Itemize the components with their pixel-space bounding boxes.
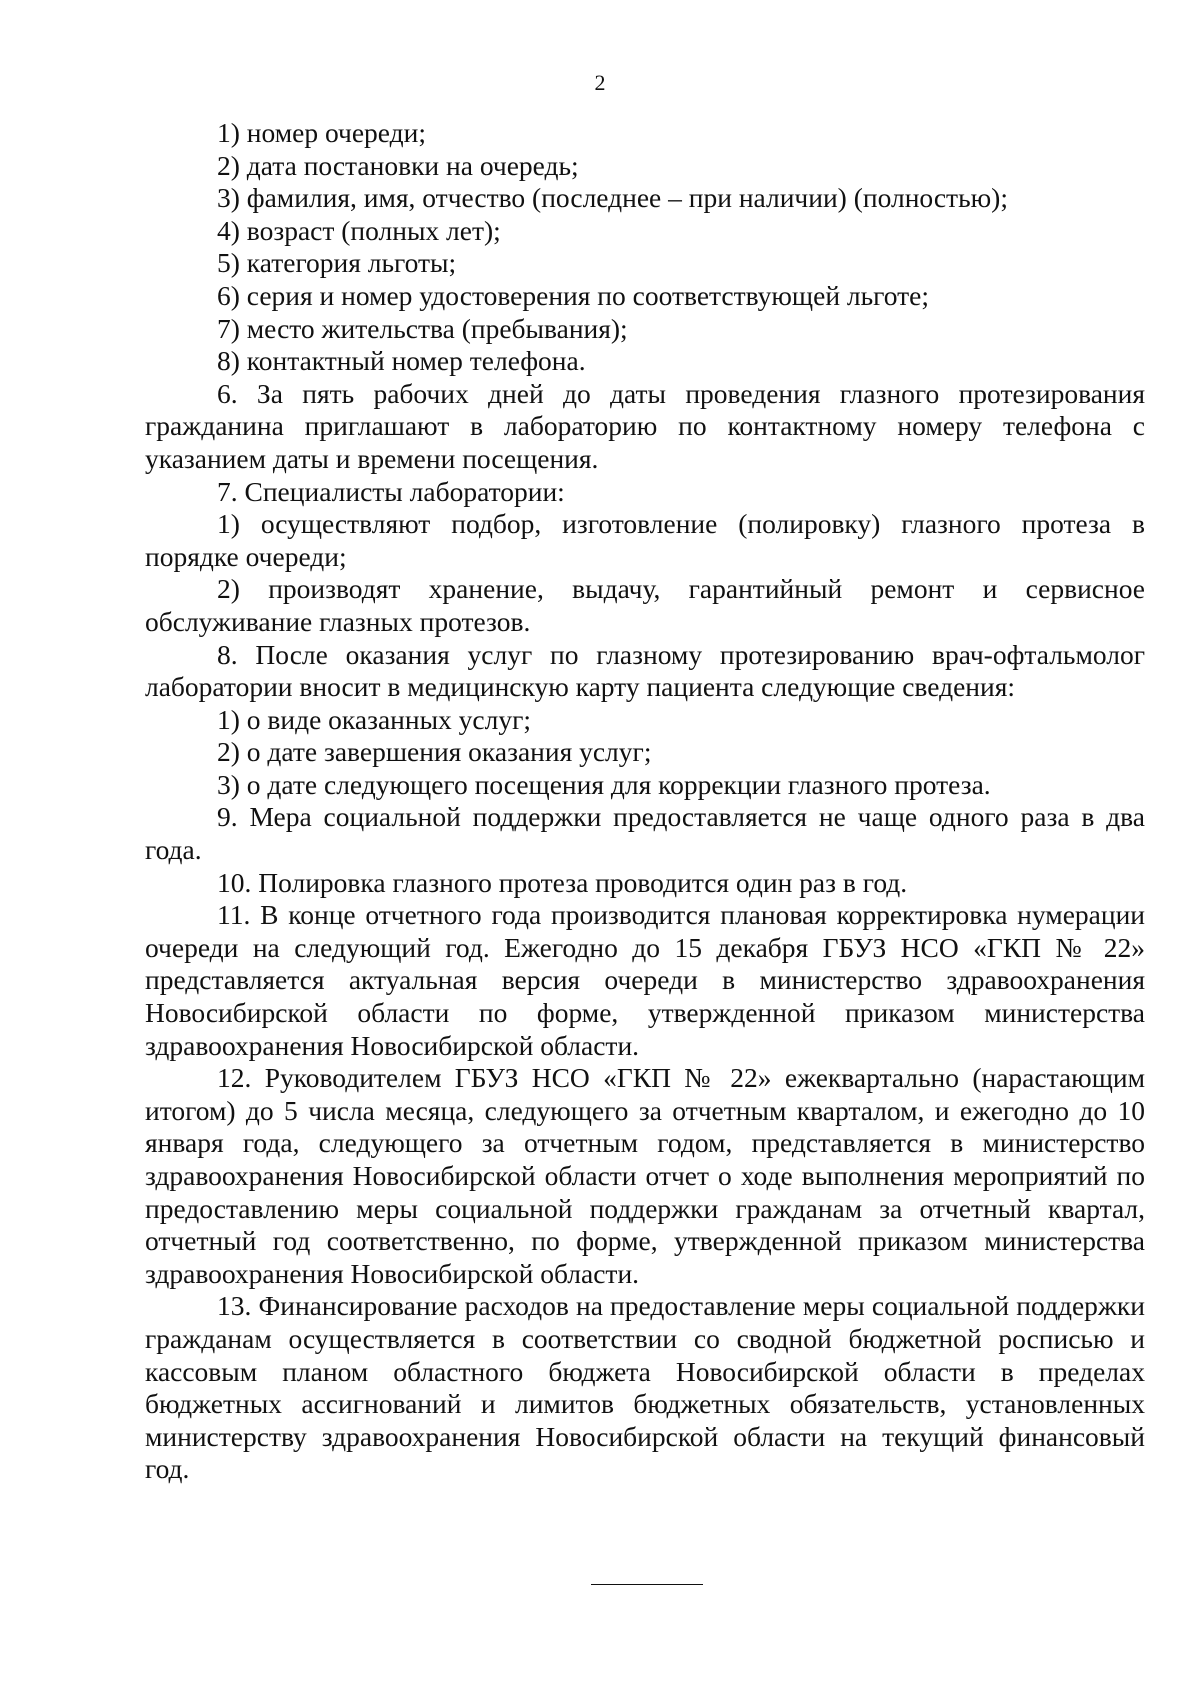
- list-item-full-name: 3) фамилия, имя, отчество (последнее – при наличии) (полностью);: [217, 182, 1008, 214]
- list-item-registration-date: 2) дата постановки на очередь;: [217, 149, 579, 181]
- paragraph-8-item-3: 3) о дате следующего посещения для коррекции глазного протеза.: [217, 768, 991, 800]
- paragraph-13: 13. Финансирование расходов на предоставление меры социальной поддержки гражданам осуществляется в соответствии со сводной бюджетной росписью и кассовым планом областного бюджета Новосибирской области в пределах бюджетных ассигнований и лимитов бюджетных обязательств, установленных министерству здравоохранения Новосибирской области на текущий финансовый год.: [145, 1290, 1145, 1485]
- paragraph-12: 12. Руководителем ГБУЗ НСО «ГКП № 22» ежеквартально (нарастающим итогом) до 5 числа месяца, следующего за отчетным кварталом, и ежегодно до 10 января года, следующего за отчетным годом, представляется в министерство здравоохранения Новосибирской области отчет о ходе выполнения мероприятий по предоставлению меры социальной поддержки гражданам за отчетный квартал, отчетный год соответственно, по форме, утвержденной приказом министерства здравоохранения Новосибирской области.: [145, 1062, 1145, 1289]
- list-item-phone: 8) контактный номер телефона.: [217, 345, 586, 377]
- list-item-residence: 7) место жительства (пребывания);: [217, 312, 628, 344]
- paragraph-7: 7. Специалисты лаборатории:: [217, 475, 565, 507]
- paragraph-7-item-1: 1) осуществляют подбор, изготовление (полировку) глазного протеза в порядке очереди;: [145, 508, 1145, 572]
- list-item-queue-number: 1) номер очереди;: [217, 117, 426, 148]
- paragraph-8-item-2: 2) о дате завершения оказания услуг;: [217, 736, 652, 768]
- end-of-document-rule: [591, 1584, 703, 1585]
- list-item-benefit-category: 5) категория льготы;: [217, 247, 457, 279]
- paragraph-6: 6. За пять рабочих дней до даты проведения глазного протезирования гражданина приглашают в лабораторию по контактному номеру телефона с указанием даты и времени посещения.: [145, 377, 1145, 474]
- paragraph-9: 9. Мера социальной поддержки предоставляется не чаще одного раза в два года.: [145, 801, 1145, 866]
- list-item-certificate: 6) серия и номер удостоверения по соответствующей льготе;: [217, 279, 930, 311]
- paragraph-8: 8. После оказания услуг по глазному протезированию врач-офтальмолог лаборатории вносит в медицинскую карту пациента следующие сведения:: [145, 638, 1145, 703]
- paragraph-11: 11. В конце отчетного года производится плановая корректировка нумерации очереди на следующий год. Ежегодно до 15 декабря ГБУЗ НСО «ГКП № 22» представляется актуальная версия очереди в министерство здравоохранения Новосибирской области по форме, утвержденной приказом министерства здравоохранения Новосибирской области.: [145, 899, 1145, 1061]
- list-item-age: 4) возраст (полных лет);: [217, 214, 501, 246]
- page-number: 2: [594, 70, 606, 95]
- paragraph-7-item-2: 2) производят хранение, выдачу, гарантийный ремонт и сервисное обслуживание глазных протезов.: [145, 573, 1145, 637]
- document-body: [145, 117, 1145, 1486]
- paragraph-8-item-1: 1) о виде оказанных услуг;: [217, 703, 532, 735]
- paragraph-10: 10. Полировка глазного протеза проводится один раз в год.: [217, 866, 908, 898]
